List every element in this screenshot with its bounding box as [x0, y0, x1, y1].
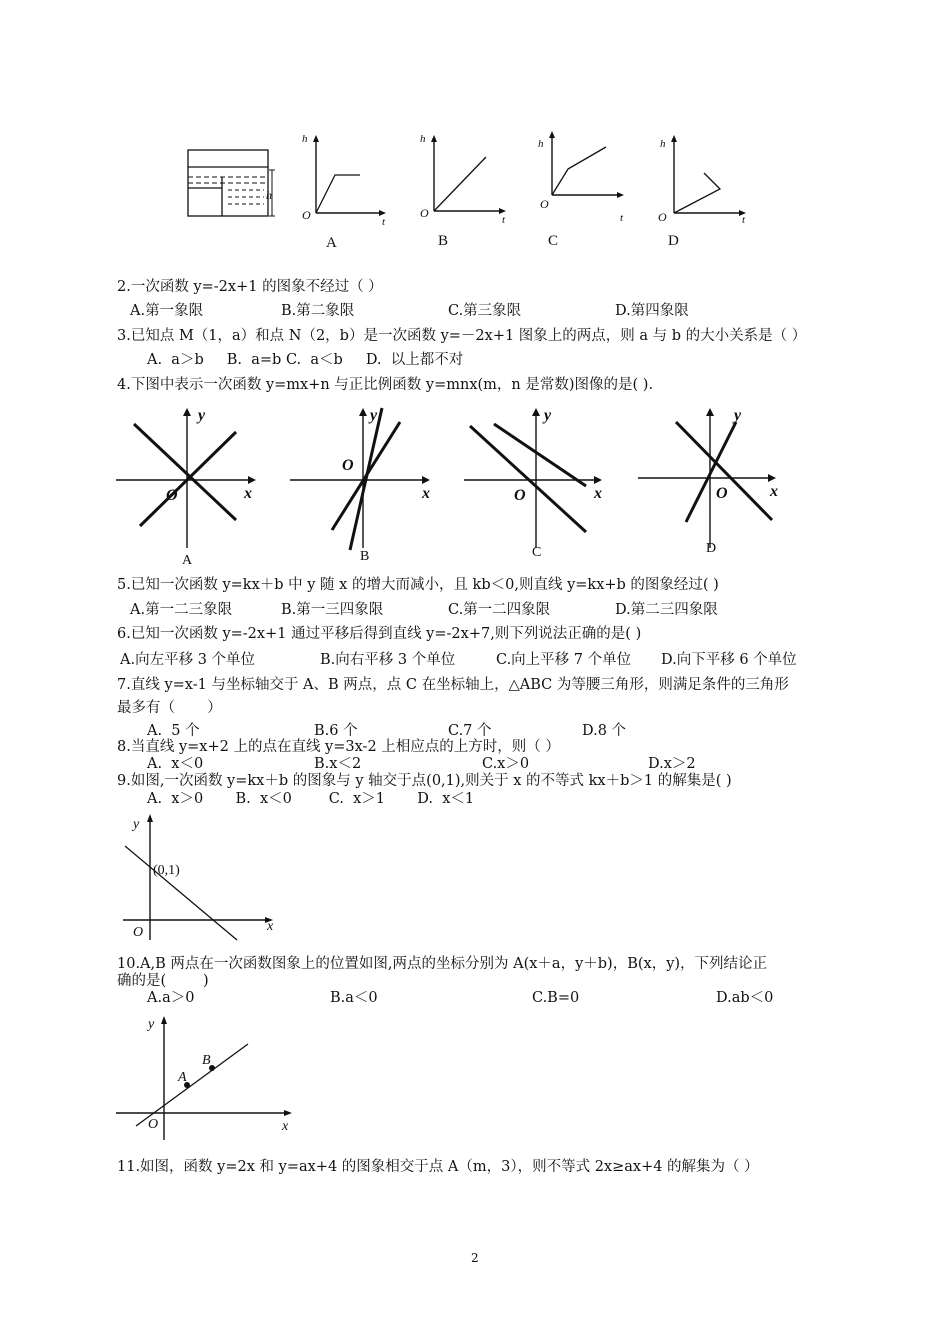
- graph-b-h-label: h: [420, 133, 426, 145]
- q5-option-b: B.第一三四象限: [281, 602, 384, 618]
- q9-x-label: x: [267, 919, 274, 934]
- graph-c-h-label: h: [538, 138, 544, 150]
- option-graph-a: [302, 133, 386, 250]
- q5-stem: 5.已知一次函数 y=kx＋b 中 y 随 x 的增大而减小，且 kb＜0,则直线 y=kx+b 的图象经过( ): [117, 577, 719, 593]
- q4-graph-b-y: y: [370, 407, 378, 424]
- q2-option-c: C.第三象限: [448, 303, 522, 319]
- q2-option-a: A.第一象限: [130, 303, 204, 319]
- q8-stem: 8.当直线 y=x+2 上的点在直线 y=3x-2 上相应点的上方时，则（ ）: [117, 739, 560, 755]
- q4-graph-b-x: x: [422, 485, 430, 502]
- q5-option-c: C.第一二四象限: [448, 602, 551, 618]
- q2-option-d: D.第四象限: [615, 303, 689, 319]
- q9-y-label: y: [133, 817, 140, 832]
- q4-graph-d: [638, 407, 778, 556]
- q4-graph-c: [464, 407, 602, 560]
- q4-graph-a-y: y: [198, 407, 206, 424]
- q5-option-a: A.第一二三象限: [130, 602, 233, 618]
- option-graph-b: [420, 133, 506, 249]
- q4-graph-d-x: x: [770, 483, 778, 500]
- q10-y-label: y: [148, 1017, 155, 1032]
- q4-graph-c-origin: O: [514, 487, 526, 504]
- q4-graph-a-x: x: [244, 485, 252, 502]
- top-figure: [180, 125, 770, 250]
- graph-d-t-label: t: [742, 214, 746, 226]
- graph-d-origin: O: [658, 210, 667, 224]
- graph-a-origin: O: [302, 208, 311, 222]
- graph-d-h-label: h: [660, 138, 666, 150]
- graph-b-origin: O: [420, 206, 429, 220]
- q10-point-b: B: [202, 1053, 211, 1068]
- q10-option-a: A.a＞0: [147, 990, 195, 1006]
- q2-stem: 2.一次函数 y=-2x+1 的图象不经过（ ）: [117, 279, 383, 295]
- container-diagram: [188, 150, 275, 216]
- q4-graph-a: [116, 407, 256, 568]
- q8-option-c: C.x＞0: [482, 756, 530, 772]
- q10-option-b: B.a＜0: [330, 990, 378, 1006]
- option-graph-d: [658, 135, 746, 249]
- q10-point-a: A: [178, 1070, 187, 1085]
- q7-stem-line2: 最多有（ ）: [117, 700, 222, 716]
- graph-b-label: B: [438, 233, 449, 249]
- graph-a-t-label: t: [382, 216, 386, 228]
- q9-graph: [115, 808, 285, 943]
- q6-option-d: D.向下平移 6 个单位: [661, 652, 797, 668]
- q4-graph-b: [290, 407, 430, 564]
- q8-option-b: B.x＜2: [314, 756, 362, 772]
- q10-stem-line1: 10.A,B 两点在一次函数图象上的位置如图,两点的坐标分别为 A(x＋a，y＋b)，B(x，y)，下列结论正: [117, 956, 768, 972]
- q10-option-d: D.ab＜0: [716, 990, 774, 1006]
- graph-c-origin: O: [540, 197, 549, 211]
- q10-graph: [112, 1010, 297, 1145]
- container-h-label: h: [266, 188, 272, 202]
- q4-graph-a-origin: O: [166, 487, 178, 504]
- q3-stem: 3.已知点 M（1，a）和点 N（2，b）是一次函数 y=－2x+1 图象上的两点，则 a 与 b 的大小关系是（ ）: [117, 328, 807, 344]
- q9-origin: O: [133, 925, 144, 940]
- q6-option-b: B.向右平移 3 个单位: [320, 652, 456, 668]
- q4-graph-d-y: y: [734, 407, 742, 424]
- q4-graph-b-label: B: [360, 549, 370, 564]
- q4-graph-b-origin: O: [342, 457, 354, 474]
- q4-graph-a-label: A: [182, 553, 193, 568]
- q2-option-b: B.第二象限: [281, 303, 355, 319]
- q9-options: A. x＞0 B. x＜0 C. x＞1 D. x＜1: [147, 791, 475, 807]
- q4-figure: [110, 398, 790, 568]
- q10-option-c: C.B=0: [532, 990, 580, 1006]
- q11-stem: 11.如图，函数 y=2x 和 y=ax+4 的图象相交于点 A（m，3），则不等式 2x≥ax+4 的解集为（ ）: [117, 1159, 759, 1175]
- q7-option-b: B.6 个: [314, 723, 358, 739]
- graph-c-label: C: [548, 233, 559, 249]
- q6-option-a: A.向左平移 3 个单位: [120, 652, 256, 668]
- q4-graph-c-y: y: [544, 407, 552, 424]
- q8-option-d: D.x＞2: [648, 756, 696, 772]
- q7-option-c: C.7 个: [448, 723, 492, 739]
- q9-point-label: (0,1): [153, 863, 180, 878]
- q7-option-d: D.8 个: [582, 723, 627, 739]
- graph-c-t-label: t: [620, 212, 624, 224]
- q4-stem: 4.下图中表示一次函数 y=mx+n 与正比例函数 y=mnx(m，n 是常数)图像的是( ).: [117, 377, 654, 393]
- graph-b-t-label: t: [502, 214, 506, 226]
- page-number: 2: [471, 1251, 479, 1265]
- q4-graph-d-origin: O: [716, 485, 728, 502]
- q10-x-label: x: [282, 1119, 289, 1134]
- q5-option-d: D.第二三四象限: [615, 602, 718, 618]
- q3-options: A. a＞b B. a=b C. a＜b D. 以上都不对: [147, 352, 464, 368]
- q6-stem: 6.已知一次函数 y=-2x+1 通过平移后得到直线 y=-2x+7,则下列说法正确的是( ): [117, 626, 642, 642]
- graph-a-label: A: [326, 235, 337, 250]
- option-graph-c: [538, 131, 624, 249]
- q8-option-a: A. x＜0: [147, 756, 204, 772]
- q10-stem-line2: 确的是( ): [117, 973, 209, 989]
- q7-option-a: A. 5 个: [147, 723, 200, 739]
- q10-origin: O: [148, 1117, 159, 1132]
- graph-a-h-label: h: [302, 133, 308, 145]
- q9-stem: 9.如图,一次函数 y=kx＋b 的图象与 y 轴交于点(0,1),则关于 x 的不等式 kx＋b＞1 的解集是( ): [117, 773, 732, 789]
- q7-stem-line1: 7.直线 y=x-1 与坐标轴交于 A、B 两点，点 C 在坐标轴上，△ABC 为等腰三角形，则满足条件的三角形: [117, 677, 789, 693]
- q4-graph-c-label: C: [532, 545, 542, 560]
- graph-d-label: D: [668, 233, 679, 249]
- q4-graph-c-x: x: [594, 485, 602, 502]
- q4-graph-d-label: D: [706, 541, 717, 556]
- q6-option-c: C.向上平移 7 个单位: [496, 652, 632, 668]
